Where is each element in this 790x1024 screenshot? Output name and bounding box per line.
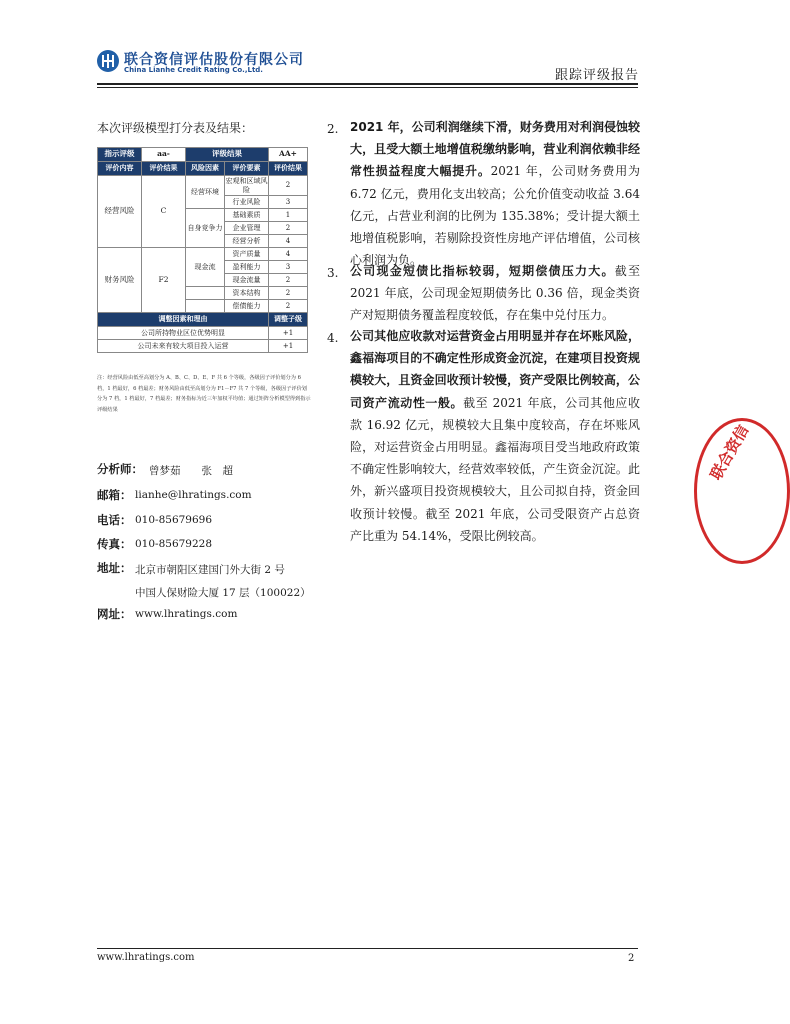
website-label: 网址： [97, 607, 132, 621]
empty-cell [186, 287, 225, 300]
item-number: 4. [327, 331, 339, 345]
eval-score: 2 [269, 176, 308, 196]
analysts-value: 曾梦茹 张 超 [149, 465, 233, 477]
eval-factor: 资本结构 [225, 287, 269, 300]
list-item [350, 260, 640, 327]
item-highlight: 公司现金短债比指标较弱，短期偿债压力大。 [350, 264, 615, 278]
header-divider [97, 83, 638, 85]
table-title: 本次评级模型打分表及结果： [97, 121, 254, 135]
adjustment-value: +1 [269, 327, 308, 340]
adjustment-header: 调整因素和理由 [98, 313, 269, 327]
adjustment-header-row [98, 313, 308, 327]
fax-label: 传真： [97, 537, 132, 551]
eval-factor: 偿债能力 [225, 300, 269, 313]
table-row [98, 176, 308, 196]
address-label: 地址： [97, 561, 132, 575]
financial-risk-label: 财务风险 [98, 248, 142, 313]
risk-factor: 经营环境 [186, 176, 225, 209]
eval-factor: 基础素质 [225, 209, 269, 222]
col-header: 评价结果 [269, 162, 308, 176]
rating-summary-row [98, 148, 308, 162]
item-text: 截至 2021 年底，公司其他应收款 16.92 亿元，规模较大且集中度较高，存在坏账风险，对运营资金占用明显。鑫福海项目受当地政府政策不确定性影响较大，经营效率较低，产生资金沉淀。此外，新兴盛项目投资规模较大，且公司拟自持，资金回收预计较慢。截至 2021 年底，公司受限资产占总资产比重为 54.14%，受限比例较高。 [350, 395, 640, 543]
eval-factor: 经营分析 [225, 235, 269, 248]
adjustment-reason: 公司未来有较大项目投入运营 [98, 340, 269, 353]
rating-result-value: AA+ [269, 148, 308, 162]
company-name-en: China Lianhe Credit Rating Co.,Ltd. [124, 66, 263, 74]
eval-factor: 盈利能力 [225, 261, 269, 274]
rating-model-table [97, 147, 308, 353]
empty-cell [186, 300, 225, 313]
eval-score: 2 [269, 222, 308, 235]
eval-factor: 宏观和区域风险 [225, 177, 268, 194]
eval-factor: 行业风险 [225, 196, 269, 209]
item-text: 截至 2021 年底，公司现金短期债务比 0.36 倍，现金类资产对短期债务覆盖程度较低，存在集中兑付压力。 [350, 264, 640, 323]
eval-factor: 企业管理 [225, 222, 269, 235]
item-number: 2. [327, 122, 339, 136]
email-label: 邮箱： [97, 488, 132, 502]
eval-score: 3 [269, 261, 308, 274]
document-type: 跟踪评级报告 [555, 68, 640, 83]
eval-score: 2 [269, 287, 308, 300]
item-highlight: 2021 年，公司利润继续下滑，财务费用对利润侵蚀较大，且受大额土地增值税缴纳影响，营业利润依赖非经常性损益程度大幅提升。 [350, 120, 640, 179]
website-value[interactable]: www.lhratings.com [135, 608, 238, 620]
col-header: 评价要素 [225, 162, 269, 176]
adjustment-reason: 公司所持物业区位优势明显 [98, 327, 269, 340]
eval-score: 1 [269, 209, 308, 222]
table-footnote: 注：经营风险由低至高划分为 A、B、C、D、E、F 共 6 个等级，各级因子评价划分为 6 档，1 档最好，6 档最差；财务风险由低至高划分为 F1－F7 共 7 个等级，各级因子评价划分为 7 档，1 档最好，7 档最差；财务指标为近三年加权平均值；通过矩阵分析模型得到指示评级结果 [97, 375, 311, 413]
eval-factor: 现金流量 [225, 274, 269, 287]
table-row [98, 248, 308, 261]
phone-label: 电话： [97, 513, 132, 527]
seal-text: 联合资信 [706, 422, 753, 483]
risk-factor: 现金流 [186, 248, 225, 287]
col-header: 评价结果 [142, 162, 186, 176]
adjustment-value: +1 [269, 340, 308, 353]
address-line2: 中国人保财险大厦 17 层（100022） [135, 587, 311, 599]
footer-url[interactable]: www.lhratings.com [97, 952, 195, 963]
eval-score: 4 [269, 235, 308, 248]
eval-factor: 资产质量 [225, 248, 269, 261]
risk-factor: 自身竞争力 [186, 209, 225, 248]
item-number: 3. [327, 266, 339, 280]
item-highlight: 公司其他应收款对运营资金占用明显并存在坏账风险，鑫福海项目的不确定性形成资金沉淀，在建项目投资规模较大，且资金回收预计较慢，资产受限比例较高，公司资产流动性一般。 [350, 329, 640, 410]
header-divider-thin [97, 87, 638, 88]
list-item [350, 116, 640, 271]
fax-value: 010-85679228 [135, 538, 213, 550]
eval-score: 3 [269, 196, 308, 209]
list-item [350, 325, 640, 547]
col-header: 风险因素 [186, 162, 225, 176]
operating-risk-label: 经营风险 [98, 176, 142, 248]
financial-risk-result: F2 [142, 248, 186, 313]
address-line1: 北京市朝阳区建国门外大街 2 号 [135, 564, 285, 576]
operating-risk-result: C [142, 176, 186, 248]
adjustment-notch-header: 调整子级 [269, 313, 308, 327]
company-seal [694, 418, 790, 564]
item-text: 2021 年，公司财务费用为 6.72 亿元，费用化支出较高；公允价值变动收益 3.64 亿元，占营业利润的比例为 135.38%；受计提大额土地增值税影响，若剔除投资性房地产评估增值，公司核心利润为负。 [350, 164, 640, 268]
company-logo-icon [97, 50, 119, 72]
analysts-label: 分析师： [97, 462, 143, 476]
table-header-row [98, 162, 308, 176]
adjustment-row [98, 327, 308, 340]
email-value[interactable]: lianhe@lhratings.com [135, 489, 252, 501]
eval-score: 2 [269, 300, 308, 313]
footer-divider [97, 948, 638, 949]
eval-score: 2 [269, 274, 308, 287]
company-name-cn: 联合资信评估股份有限公司 [124, 52, 304, 68]
page-number: 2 [628, 953, 635, 964]
indicative-rating-label: 指示评级 [98, 148, 142, 162]
col-header: 评价内容 [98, 162, 142, 176]
eval-score: 4 [269, 248, 308, 261]
rating-result-label: 评级结果 [186, 148, 269, 162]
phone-value: 010-85679696 [135, 514, 213, 526]
indicative-rating-value: aa- [142, 148, 186, 162]
adjustment-row [98, 340, 308, 353]
